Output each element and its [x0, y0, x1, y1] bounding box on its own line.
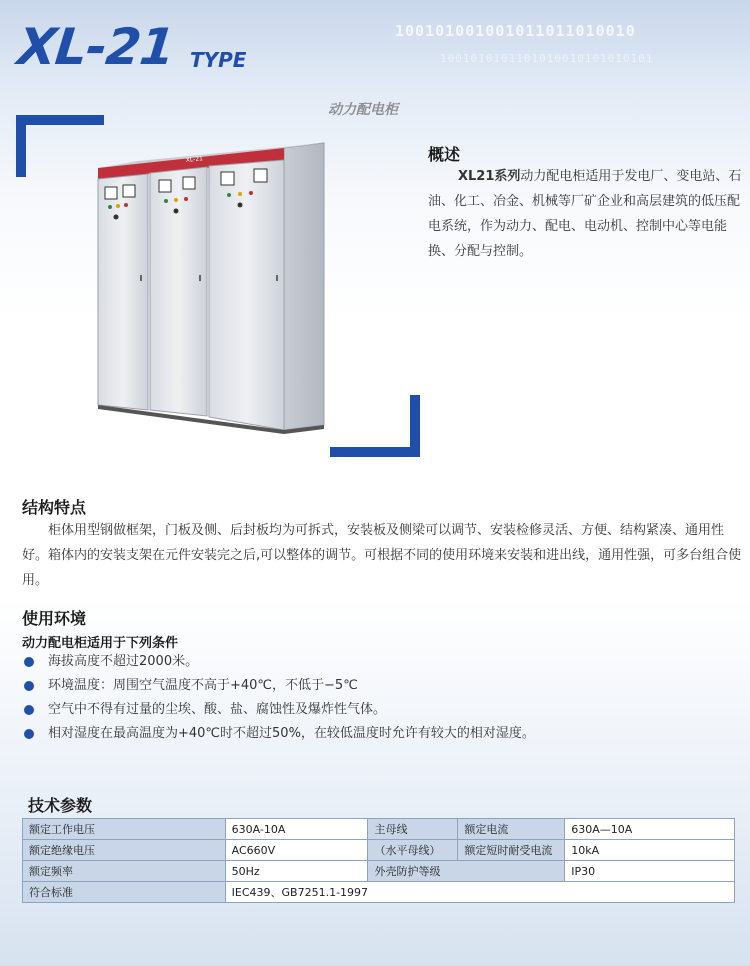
product-name: 动力配电柜: [328, 102, 398, 118]
bullet-icon: [24, 729, 34, 739]
list-item: [22, 722, 535, 746]
param-label: 额定频率: [23, 861, 226, 882]
param-value: IEC439、GB7251.1-1997: [225, 882, 734, 903]
meter-icon: [221, 172, 234, 185]
cabinet-photo: [26, 125, 410, 447]
list-item: [22, 650, 535, 674]
overview-lead: XL21系列: [458, 169, 521, 184]
model-title: XL-21: [14, 18, 177, 76]
param-label: 额定工作电压: [23, 819, 226, 840]
param-label: 外壳防护等级: [368, 861, 565, 882]
param-value: 630A-10A: [225, 819, 368, 840]
condition-text: 空气中不得有过量的尘埃、酸、盐、腐蚀性及爆炸性气体。: [48, 702, 387, 717]
frame-corner-bottom: [330, 447, 420, 457]
frame-corner-top: [16, 115, 104, 125]
params-table: [22, 818, 735, 903]
meter-icon: [105, 187, 117, 199]
table-row: [23, 840, 735, 861]
meter-icon: [254, 169, 267, 182]
table-row: [23, 861, 735, 882]
param-value: 50Hz: [225, 861, 368, 882]
frame-corner-left: [16, 115, 26, 177]
overview-title: 概述: [428, 145, 461, 164]
param-label: 额定电流: [458, 819, 565, 840]
meter-icon: [123, 185, 135, 197]
param-label: （水平母线）: [368, 840, 458, 861]
list-item: [22, 698, 535, 722]
param-value: 630A—10A: [565, 819, 735, 840]
bullet-icon: [24, 681, 34, 691]
cabinet-nameplate: XL-21: [185, 155, 204, 164]
param-label: 符合标准: [23, 882, 226, 903]
condition-text: 海拔高度不超过2000米。: [48, 654, 199, 669]
bullet-icon: [24, 705, 34, 715]
param-value: IP30: [565, 861, 735, 882]
environment-title: 使用环境: [22, 609, 87, 628]
overview-text: [428, 164, 743, 264]
binary-decoration-small: 1001010101101010010101010101: [440, 52, 654, 65]
condition-text: 环境温度：周围空气温度不高于+40℃，不低于−5℃: [48, 678, 358, 693]
cabinet-illustration: [26, 125, 410, 447]
structure-title: 结构特点: [22, 498, 87, 517]
bullet-icon: [24, 657, 34, 667]
meter-icon: [183, 177, 195, 189]
param-label: 主母线: [368, 819, 458, 840]
param-value: 10kA: [565, 840, 735, 861]
binary-decoration: 100101001001011011010010: [395, 22, 636, 40]
structure-text: 柜体用型钢做框架，门板及侧、后封板均为可拆式，安装板及侧梁可以调节、安装检修灵活、方便、结构紧凑、通用性好。箱体内的安装支架在元件安装完之后,可以整体的调节。可根据不同的使用环境来安装和进出线，通用性强，可多台组合使用。: [22, 523, 742, 588]
environment-subtitle: 动力配电柜适用于下列条件: [22, 636, 179, 651]
param-label: 额定绝缘电压: [23, 840, 226, 861]
list-item: [22, 674, 535, 698]
condition-text: 相对湿度在最高温度为+40℃时不超过50%，在较低温度时允许有较大的相对湿度。: [48, 726, 535, 741]
table-row: [23, 882, 735, 903]
overview-body: 动力配电柜适用于发电厂、变电站、石油、化工、冶金、机械等厂矿企业和高层建筑的低压配电系统，作为动力、配电、电动机、控制中心等电能换、分配与控制。: [428, 169, 742, 259]
model-type-label: TYPE: [190, 48, 247, 72]
meter-icon: [159, 180, 171, 192]
conditions-list: [22, 650, 535, 746]
table-row: [23, 819, 735, 840]
param-label: 额定短时耐受电流: [458, 840, 565, 861]
params-title: 技术参数: [28, 796, 93, 815]
param-value: AC660V: [225, 840, 368, 861]
